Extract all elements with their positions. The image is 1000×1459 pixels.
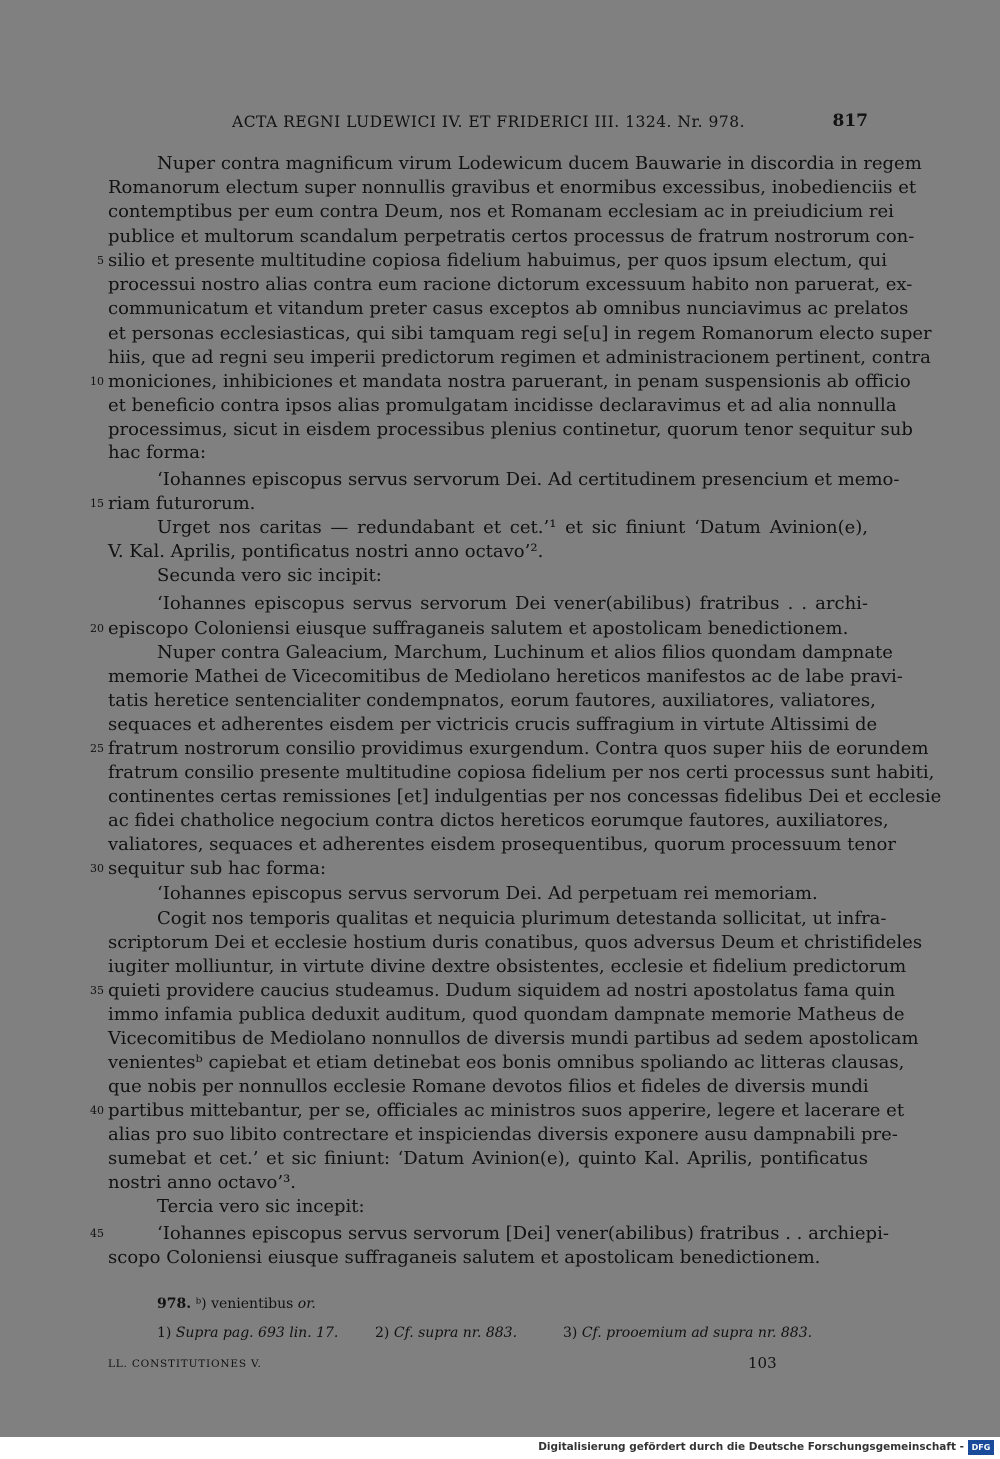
text-line: ʻIohannes episcopus servus servorum Dei vener(abilibus) fratribus . . archi-: [157, 593, 868, 614]
variant-footnote: [157, 1296, 316, 1312]
line-number: 45: [90, 1227, 104, 1240]
footnote-1-number: 1): [157, 1325, 172, 1341]
text-line: Cogit nos temporis qualitas et nequicia plurimum detestanda sollicitat, ut infra-: [157, 908, 887, 929]
text-line: Romanorum electum super nonnullis gravibus et enormibus excessibus, inobedienciis et: [108, 177, 917, 198]
text-line: Tercia vero sic incepit:: [157, 1196, 365, 1217]
text-line: sequaces et adherentes eisdem per victricis crucis suffragium in virtute Altissimi de: [108, 714, 878, 735]
page-number: 817: [832, 111, 868, 131]
text-line: quieti providere caucius studeamus. Dudum siquidem ad nostri apostolatus fama quin: [108, 980, 896, 1001]
series-footer: LL. CONSTITUTIONES V.: [108, 1358, 262, 1370]
text-line: silio et presente multitudine copiosa fidelium habuimus, per quos ipsum electum, qui: [108, 250, 888, 271]
text-line: moniciones, inhibiciones et mandata nostra paruerant, in penam suspensionis ab officio: [108, 371, 911, 392]
dfg-logo-icon: DFG: [968, 1440, 994, 1455]
header-title: ACTA REGNI LUDEWICI IV. ET FRIDERICI III. 1324. Nr. 978.: [232, 113, 746, 131]
line-number: 15: [90, 497, 104, 510]
text-line: sequitur sub hac forma:: [108, 858, 327, 879]
text-line: processui nostro alias contra eum racione dictorum excessuum habito non paruerat, ex-: [108, 274, 913, 295]
variant-number: 978.: [157, 1296, 192, 1312]
footnote-3: [563, 1325, 812, 1341]
text-line: et personas ecclesiasticas, qui sibi tamquam regi se[u] in regem Romanorum electo super: [108, 323, 932, 344]
footnote-1: [157, 1325, 338, 1341]
footnote-3-text: Cf. prooemium ad supra nr. 883.: [581, 1325, 813, 1341]
line-number: 35: [90, 984, 104, 997]
text-line: Urget nos caritas — redundabant et cet.’¹ et sic finiunt ʻDatum Avinion(e),: [157, 517, 868, 538]
text-line: Nuper contra Galeacium, Marchum, Luchinum et alios filios quondam dampnate: [157, 642, 893, 663]
text-line: partibus mittebantur, per se, officiales ac ministros suos apperire, legere et lacerare et: [108, 1100, 905, 1121]
text-line: ʻIohannes episcopus servus servorum [Dei] vener(abilibus) fratribus . . archiepi-: [157, 1223, 889, 1244]
line-number: 40: [90, 1104, 104, 1117]
line-number: 5: [97, 254, 104, 267]
text-line: tatis heretice sentencialiter condempnatos, eorum fautores, auxiliatores, valiatores,: [108, 690, 876, 711]
variant-text: ᵇ) venientibus: [195, 1296, 294, 1312]
footnote-3-number: 3): [563, 1325, 578, 1341]
line-number: 20: [90, 622, 104, 635]
signature-mark: 103: [748, 1354, 777, 1372]
text-line: ac fidei chatholice negocium contra dictos hereticos eorumque fautores, auxiliatores,: [108, 810, 889, 831]
footnote-2-number: 2): [375, 1325, 390, 1341]
text-line: continentes certas remissiones [et] indulgentias per nos concessas fidelibus Dei et ecclesie: [108, 786, 942, 807]
text-line: contemptibus per eum contra Deum, nos et Romanam ecclesiam ac in preiudicium rei: [108, 201, 894, 222]
text-line: iugiter molliuntur, in virtute divine dextre obsistentes, ecclesie et fidelium predictorum: [108, 956, 907, 977]
line-number: 30: [90, 862, 104, 875]
text-line: V. Kal. Aprilis, pontificatus nostri anno octavo’².: [108, 541, 544, 562]
banner-text: Digitalisierung gefördert durch die Deutsche Forschungsgemeinschaft -: [538, 1441, 964, 1453]
footnote-2: [375, 1325, 517, 1341]
text-line: Secunda vero sic incipit:: [157, 565, 382, 586]
text-line: memorie Mathei de Vicecomitibus de Mediolano hereticos manifestos ac de labe pravi-: [108, 666, 903, 687]
text-line: Nuper contra magnificum virum Lodewicum ducem Bauwarie in discordia in regem: [157, 153, 922, 174]
text-line: fratrum nostrorum consilio providimus exurgendum. Contra quos super hiis de eorundem: [108, 738, 929, 759]
text-line: hiis, que ad regni seu imperii predictorum regimen et administracionem pertinent, contra: [108, 347, 931, 368]
funding-banner: [0, 1437, 1000, 1459]
text-line: publice et multorum scandalum perpetratis certos processus de fratrum nostrorum con-: [108, 226, 915, 247]
text-line: hac forma:: [108, 442, 207, 463]
text-line: alias pro suo libito contrectare et inspiciendas diversis exponere ausu dampnabili pre-: [108, 1124, 898, 1145]
text-line: riam futurorum.: [108, 493, 256, 514]
text-line: communicatum et vitandum preter casus exceptos ab omnibus nunciavimus ac prelatos: [108, 298, 909, 319]
text-line: scopo Coloniensi eiusque suffraganeis salutem et apostolicam benedictionem.: [108, 1247, 821, 1268]
text-line: fratrum consilio presente multitudine copiosa fidelium per nos certi processus sunt habiti,: [108, 762, 935, 783]
footnote-2-text: Cf. supra nr. 883.: [393, 1325, 518, 1341]
text-line: scriptorum Dei et ecclesie hostium duris conatibus, quos adversus Deum et christifideles: [108, 932, 923, 953]
variant-source: or.: [297, 1296, 316, 1312]
text-line: episcopo Coloniensi eiusque suffraganeis salutem et apostolicam benedictionem.: [108, 618, 849, 639]
text-line: processimus, sicut in eisdem processibus plenius continetur, quorum tenor sequitur sub: [108, 419, 913, 440]
line-number: 25: [90, 742, 104, 755]
text-line: ʻIohannes episcopus servus servorum Dei. Ad certitudinem presencium et memo-: [157, 469, 900, 490]
text-line: immo infamia publica deduxit auditum, quod quondam dampnate memorie Matheus de: [108, 1004, 905, 1025]
text-line: sumebat et cet.’ et sic finiunt: ʻDatum Avinion(e), quinto Kal. Aprilis, pontificatus: [108, 1148, 868, 1169]
text-line: et beneficio contra ipsos alias promulgatam incidisse declaravimus et ad alia nonnulla: [108, 395, 897, 416]
line-number: 10: [90, 375, 104, 388]
text-line: nostri anno octavo’³.: [108, 1172, 297, 1193]
text-line: venientesᵇ capiebat et etiam detinebat eos bonis omnibus spoliando ac litteras clausas,: [108, 1052, 905, 1073]
text-line: Vicecomitibus de Mediolano nonnullos de diversis mundi partibus ad sedem apostolicam: [108, 1028, 919, 1049]
footnote-1-text: Supra pag. 693 lin. 17.: [175, 1325, 339, 1341]
text-line: ʻIohannes episcopus servus servorum Dei. Ad perpetuam rei memoriam.: [157, 883, 818, 904]
running-header: [108, 113, 868, 137]
text-line: que nobis per nonnullos ecclesie Romane devotos filios et fideles de diversis mundi: [108, 1076, 869, 1097]
text-line: valiatores, sequaces et adherentes eisdem prosequentibus, quorum processuum tenor: [108, 834, 897, 855]
